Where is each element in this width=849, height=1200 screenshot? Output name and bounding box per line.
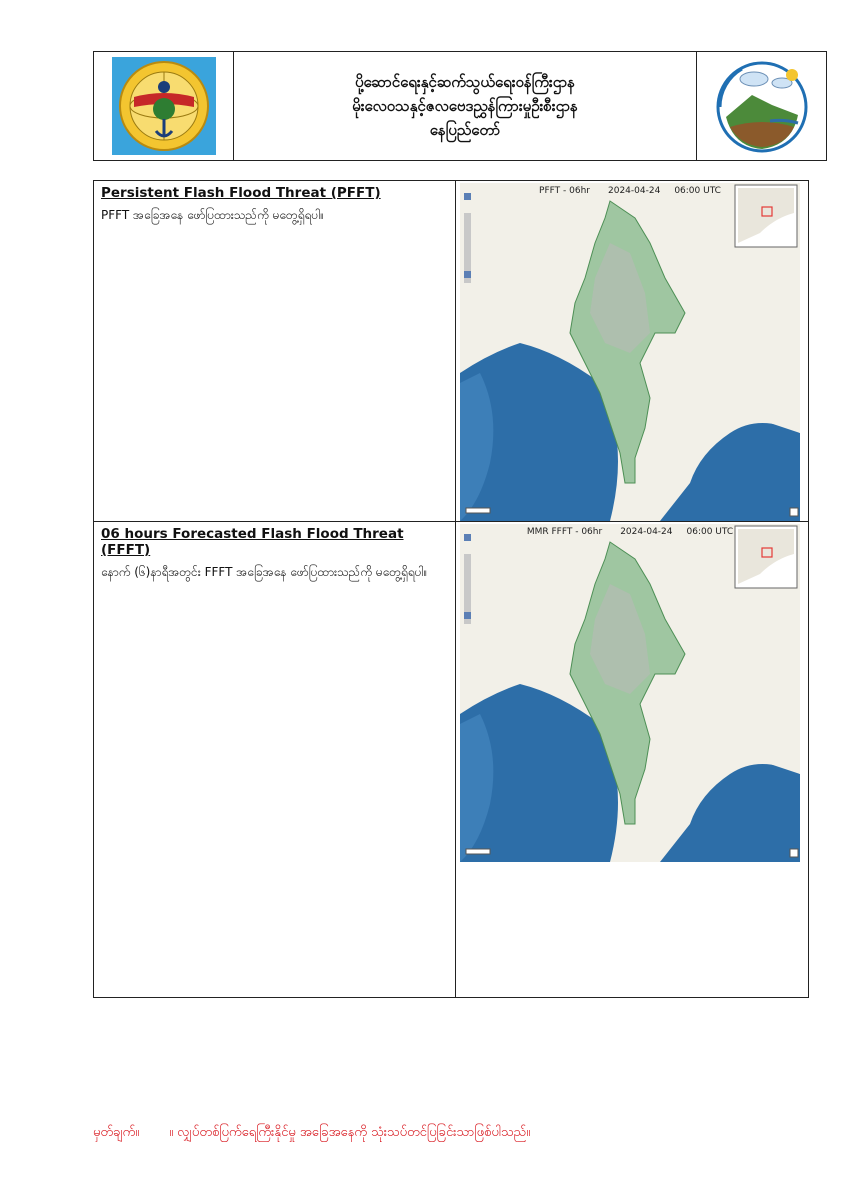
pfft-map-cell <box>456 181 808 521</box>
footer-note <box>93 1124 542 1143</box>
map-caption <box>460 527 800 537</box>
pfft-text-cell <box>94 181 456 521</box>
section-title: Persistent Flash Flood Threat (PFFT) <box>101 185 381 201</box>
map-product: MMR FFFT - 06hr <box>526 527 603 537</box>
sections-table <box>93 180 809 998</box>
map-date: 2024-04-24 <box>620 527 673 537</box>
section-pfft <box>94 181 808 522</box>
map-caption <box>460 186 800 196</box>
header-box <box>93 51 827 161</box>
section-title: 06 hours Forecasted Flash Flood Threat (FFFT) <box>101 526 404 558</box>
map-time: 06:00 UTC <box>686 527 734 537</box>
map-date: 2024-04-24 <box>608 186 661 196</box>
department-emblem-icon <box>112 57 216 155</box>
map-time: 06:00 UTC <box>674 186 721 196</box>
pfft-map <box>460 183 800 521</box>
footer-text: ။ လျှပ်တစ်ပြက်ရေကြီးနိုင်မှု အခြေအနေကို သုံးသပ်တင်ပြခြင်းသာဖြစ်ပါသည်။ <box>169 1125 531 1140</box>
ffft-map <box>460 524 800 862</box>
section-ffft <box>94 522 808 997</box>
ffft-text-cell <box>94 522 456 997</box>
footer-label: မှတ်ချက်။ <box>93 1125 140 1140</box>
hydrological-cycle-icon <box>712 57 812 155</box>
right-logo-cell <box>697 52 826 160</box>
section-body: PFFT အခြေအနေ ဖော်ပြထားသည်ကို မတွေ့ရှိရပါ။ <box>101 208 324 222</box>
section-body: နောက် (၆)နာရီအတွင်း FFFT အခြေအနေ ဖော်ပြထားသည်ကို မတွေ့ရှိရပါ။ <box>101 565 428 579</box>
ffft-map-cell <box>456 522 808 997</box>
ministry-name: ပို့ဆောင်ရေးနှင့်ဆက်သွယ်ရေးဝန်ကြီးဌာန <box>355 73 575 91</box>
city-name: နေပြည်တော် <box>429 121 501 139</box>
department-name: မိုးလေဝသနှင့်ဇလဗေဒညွှန်ကြားမှုဦးစီးဌာန <box>352 97 578 115</box>
header-title-cell <box>234 52 697 160</box>
left-logo-cell <box>94 52 234 160</box>
map-product: PFFT - 06hr <box>539 186 590 196</box>
